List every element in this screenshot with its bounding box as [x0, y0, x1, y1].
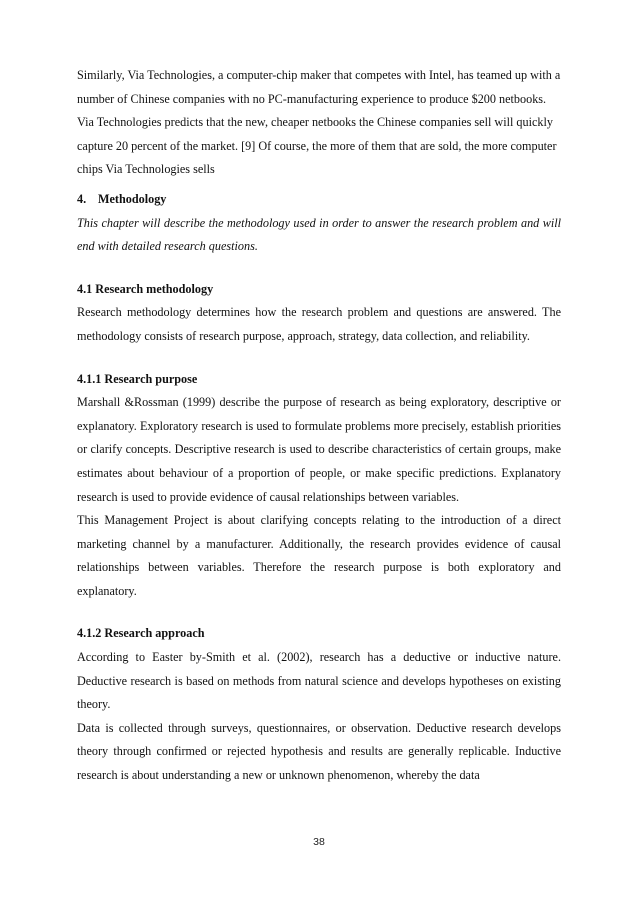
page-number: 38 [313, 836, 325, 848]
section-4-intro: This chapter will describe the methodology used in order to answer the research problem and will end with detailed research questions. [77, 215, 561, 254]
section-4-1-2-paragraph-1: According to Easter by-Smith et al. (2002), research has a deductive or inductive nature. Deductive research is based on methods from natural science and develops hypotheses on existing theory. [77, 650, 561, 712]
section-4-1-2-paragraph-2: Data is collected through surveys, questionnaires, or observation. Deductive research develops theory through confirmed or rejected hypothesis and results are generally replicable. Inductive research is about understanding a new or unknown phenomenon, whereby the data [77, 720, 561, 783]
section-4-heading [77, 188, 561, 212]
document-page [77, 64, 561, 788]
section-4-1-paragraph: Research methodology determines how the research problem and questions are answered. The methodology consists of research purpose, approach, strategy, data collection, and reliability. [77, 305, 561, 343]
section-4-1-1-paragraph-1: Marshall &Rossman (1999) describe the purpose of research as being exploratory, descriptive or explanatory. Exploratory research is used to formulate problems more precisely, establish priorities or clarify concepts. Descriptive research is used to describe characteristics of certain groups, make estimates about behaviour of a proportion of people, or make specific predictions. Explanatory research is used to provide evidence of causal relationships between variables. [77, 395, 561, 504]
section-4-number: 4. [77, 191, 87, 206]
section-4-title: Methodology [98, 191, 167, 206]
section-4-1-1-heading: 4.1.1 Research purpose [77, 371, 198, 386]
section-4-1-1-paragraph-2: This Management Project is about clarifying concepts relating to the introduction of a direct marketing channel by a manufacturer. Additionally, the research provides evidence of causal relationships between variables. Therefore the research purpose is both exploratory and explanatory. [77, 513, 561, 598]
section-4-1-2-heading: 4.1.2 Research approach [77, 626, 205, 641]
section-4-1-heading: 4.1 Research methodology [77, 281, 214, 296]
intro-paragraph: Similarly, Via Technologies, a computer-chip maker that competes with Intel, has teamed up with a number of Chinese companies with no PC-manufacturing experience to produce $200 netbooks. Via Technologies predicts that the new, cheaper netbooks the Chinese companies sell will quickly capture 20 percent of the market. [9] Of course, the more of them that are sold, the more computer chips Via Technologies sells [77, 68, 561, 177]
